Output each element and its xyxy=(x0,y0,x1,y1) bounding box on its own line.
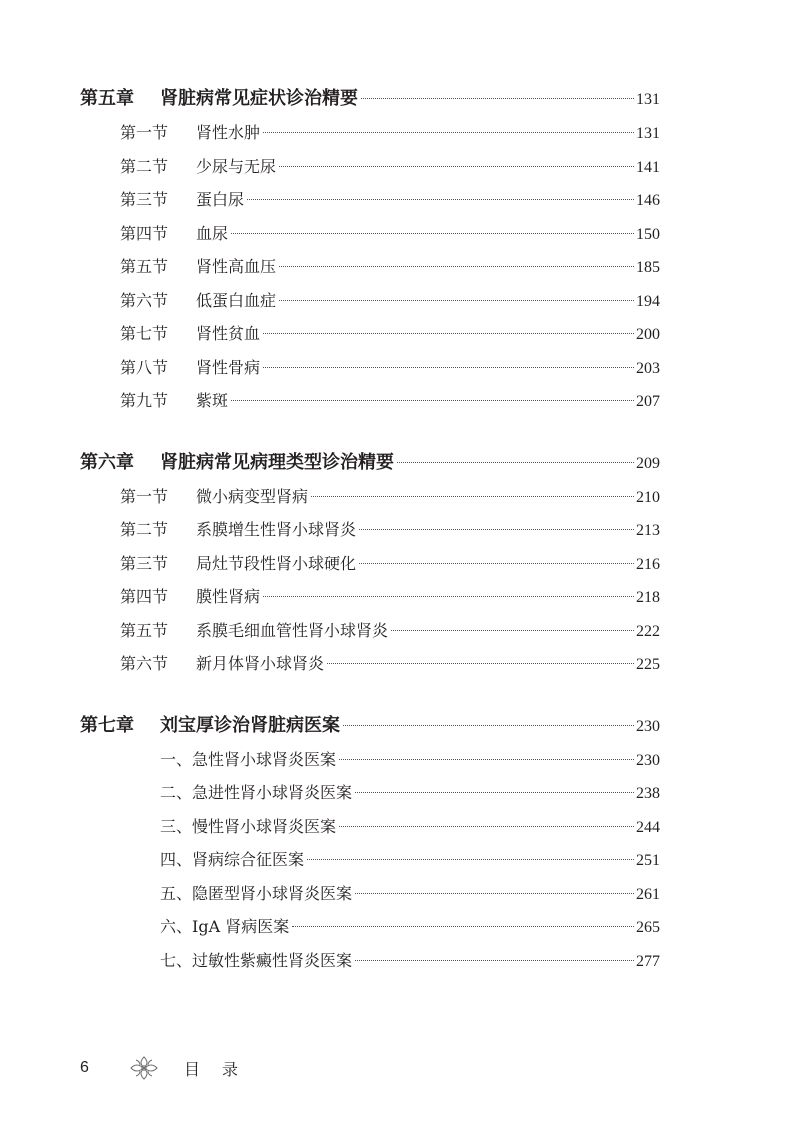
dot-leader xyxy=(339,759,634,760)
toc-entry[interactable] xyxy=(80,116,660,150)
section-title: 肾性水肿 xyxy=(196,123,261,142)
toc-entry[interactable] xyxy=(80,910,660,944)
section-title: 肾性骨病 xyxy=(196,357,261,377)
page-number: 131 xyxy=(636,125,660,142)
footer-page-number: 6 xyxy=(80,1059,89,1076)
case-title: 七、过敏性紫癜性肾炎医案 xyxy=(160,950,353,970)
dot-leader xyxy=(339,826,634,827)
section-number: 第二节 xyxy=(120,156,169,176)
section-title: 低蛋白血症 xyxy=(196,290,277,310)
toc-entry[interactable] xyxy=(80,614,660,648)
chapter-6 xyxy=(80,446,660,681)
section-number: 第三节 xyxy=(120,553,169,573)
section-title: 肾性贫血 xyxy=(196,324,261,343)
toc-entry[interactable] xyxy=(80,183,660,217)
chapter-5 xyxy=(80,82,660,418)
page-number: 210 xyxy=(636,488,660,506)
page-number: 194 xyxy=(636,292,660,310)
toc-entry[interactable] xyxy=(80,317,660,351)
page-number: 213 xyxy=(636,522,660,539)
section-number: 第四节 xyxy=(120,587,169,606)
case-title: 五、隐匿型肾小球肾炎医案 xyxy=(160,883,353,903)
section-title: 系膜毛细血管性肾小球肾炎 xyxy=(196,620,389,640)
table-of-contents xyxy=(80,82,660,1005)
decorative-flower-ornament-icon xyxy=(128,1055,160,1081)
dot-leader xyxy=(231,233,634,234)
chapter-title: 肾脏病常见病理类型诊治精要 xyxy=(160,451,394,473)
dot-leader xyxy=(359,529,634,530)
dot-leader xyxy=(263,367,634,368)
chapter-heading[interactable] xyxy=(80,446,660,480)
dot-leader xyxy=(279,166,634,167)
section-number: 第一节 xyxy=(120,123,169,142)
dot-leader xyxy=(263,132,634,133)
chapter-number: 第六章 xyxy=(80,451,134,473)
dot-leader xyxy=(263,333,634,334)
page-number: 265 xyxy=(636,919,660,936)
dot-leader xyxy=(231,400,634,401)
case-title: 四、肾病综合征医案 xyxy=(160,850,305,869)
dot-leader xyxy=(355,960,634,961)
section-number: 第三节 xyxy=(120,190,169,209)
case-title: 三、慢性肾小球肾炎医案 xyxy=(160,816,337,836)
page-number: 209 xyxy=(636,454,660,472)
toc-entry[interactable] xyxy=(80,843,660,877)
dot-leader xyxy=(292,926,634,927)
footer-section-title: 目录 xyxy=(184,1059,261,1079)
dot-leader xyxy=(355,792,634,793)
dot-leader xyxy=(327,663,634,664)
page-number: 218 xyxy=(636,589,660,606)
section-title: 局灶节段性肾小球硬化 xyxy=(196,553,357,573)
toc-entry[interactable] xyxy=(80,580,660,614)
section-title: 血尿 xyxy=(196,223,229,243)
section-number: 第四节 xyxy=(120,223,169,243)
section-title: 少尿与无尿 xyxy=(196,156,277,176)
page-number: 222 xyxy=(636,622,660,640)
dot-leader xyxy=(359,563,634,564)
section-number: 第八节 xyxy=(120,357,169,377)
page-number: 185 xyxy=(636,259,660,276)
chapter-heading[interactable] xyxy=(80,709,660,743)
dot-leader xyxy=(279,300,634,301)
toc-entry[interactable] xyxy=(80,647,660,681)
section-title: 微小病变型肾病 xyxy=(196,486,309,506)
page-number: 146 xyxy=(636,192,660,209)
case-title: 二、急进性肾小球肾炎医案 xyxy=(160,783,353,802)
toc-entry[interactable] xyxy=(80,776,660,810)
toc-entry[interactable] xyxy=(80,810,660,844)
dot-leader xyxy=(263,596,634,597)
toc-entry[interactable] xyxy=(80,944,660,978)
page-number: 238 xyxy=(636,785,660,802)
page-number: 141 xyxy=(636,158,660,176)
section-title: 蛋白尿 xyxy=(196,190,245,209)
page-number: 207 xyxy=(636,393,660,410)
page-footer xyxy=(80,1053,260,1083)
page-number: 230 xyxy=(636,751,660,769)
toc-entry[interactable] xyxy=(80,150,660,184)
section-number: 第五节 xyxy=(120,257,169,276)
dot-leader xyxy=(355,893,634,894)
dot-leader xyxy=(311,496,634,497)
chapter-title: 肾脏病常见症状诊治精要 xyxy=(160,88,358,109)
page-number: 131 xyxy=(636,91,660,108)
page-number: 203 xyxy=(636,359,660,377)
chapter-heading[interactable] xyxy=(80,82,660,116)
section-number: 第六节 xyxy=(120,654,169,673)
section-number: 第五节 xyxy=(120,620,169,640)
toc-entry[interactable] xyxy=(80,547,660,581)
chapter-7 xyxy=(80,709,660,978)
toc-entry[interactable] xyxy=(80,250,660,284)
toc-entry[interactable] xyxy=(80,743,660,777)
chapter-title: 刘宝厚诊治肾脏病医案 xyxy=(160,714,340,736)
toc-entry[interactable] xyxy=(80,217,660,251)
dot-leader xyxy=(397,462,634,463)
page-number: 150 xyxy=(636,225,660,243)
page-number: 277 xyxy=(636,952,660,970)
page-number: 216 xyxy=(636,555,660,573)
section-number: 第六节 xyxy=(120,290,169,310)
dot-leader xyxy=(307,859,634,860)
section-number: 第二节 xyxy=(120,520,169,539)
toc-entry[interactable] xyxy=(80,284,660,318)
page-number: 261 xyxy=(636,885,660,903)
section-title: 系膜增生性肾小球肾炎 xyxy=(196,520,357,539)
page-number: 225 xyxy=(636,656,660,673)
section-number: 第一节 xyxy=(120,486,169,506)
toc-entry[interactable] xyxy=(80,384,660,418)
section-title: 膜性肾病 xyxy=(196,587,261,606)
page-number: 200 xyxy=(636,326,660,343)
toc-entry[interactable] xyxy=(80,480,660,514)
dot-leader xyxy=(247,199,634,200)
section-number: 第九节 xyxy=(120,391,169,410)
section-title: 紫斑 xyxy=(196,391,229,410)
dot-leader xyxy=(391,630,634,631)
chapter-number: 第五章 xyxy=(80,88,134,109)
section-title: 新月体肾小球肾炎 xyxy=(196,654,325,673)
page-number: 244 xyxy=(636,818,660,836)
case-title: 六、IgA 肾病医案 xyxy=(160,917,290,936)
section-title: 肾性高血压 xyxy=(196,257,277,276)
section-number: 第七节 xyxy=(120,324,169,343)
toc-entry[interactable] xyxy=(80,513,660,547)
toc-entry[interactable] xyxy=(80,877,660,911)
dot-leader xyxy=(279,266,634,267)
toc-entry[interactable] xyxy=(80,351,660,385)
page-number: 251 xyxy=(636,852,660,869)
case-title: 一、急性肾小球肾炎医案 xyxy=(160,749,337,769)
page-number: 230 xyxy=(636,717,660,735)
dot-leader xyxy=(343,725,634,726)
chapter-number: 第七章 xyxy=(80,714,134,736)
dot-leader xyxy=(361,98,634,99)
